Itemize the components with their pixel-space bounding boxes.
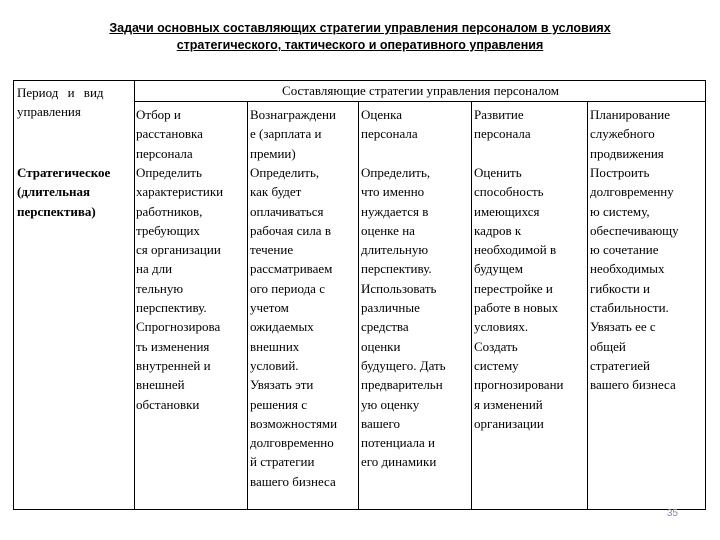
- cell-line: ся организации: [136, 242, 221, 258]
- column-header-development: [474, 105, 531, 144]
- column-header-line: Вознаграждени: [250, 107, 336, 122]
- cell-line: нуждается в: [361, 203, 429, 219]
- cell-line: его динамики: [361, 454, 437, 470]
- cell-line: рабочая сила в: [250, 222, 331, 238]
- cell-line: внешней: [136, 377, 185, 393]
- cell-line: необходимой в: [474, 242, 557, 258]
- cell-line: учетом: [250, 300, 289, 316]
- cell-development: [474, 163, 564, 433]
- cell-line: длительную: [361, 242, 429, 258]
- cell-line: прогнозировани: [474, 377, 564, 393]
- cell-line: потенциала и: [361, 435, 435, 451]
- table-divider: [587, 101, 588, 509]
- cell-line: вашего бизнеса: [250, 473, 336, 489]
- row-label-line: (длительная: [17, 184, 91, 200]
- cell-line: Определить,: [361, 165, 431, 180]
- cell-line: внутренней и: [136, 357, 211, 373]
- column-header-planning: [590, 105, 670, 163]
- cell-line: й стратегии: [250, 454, 315, 470]
- cell-line: условиях.: [474, 319, 529, 335]
- cell-line: необходимых: [590, 261, 665, 277]
- cell-planning: [590, 163, 679, 395]
- cell-line: Определить,: [250, 165, 320, 180]
- cell-line: вашего: [361, 415, 401, 431]
- cell-line: различные: [361, 300, 420, 316]
- cell-line: кадров к: [474, 222, 522, 238]
- cell-line: как будет: [250, 184, 302, 200]
- cell-line: внешних: [250, 338, 300, 354]
- corner-header: [17, 83, 131, 122]
- row-label-line: перспектива): [17, 203, 96, 219]
- table-divider: [358, 101, 359, 509]
- cell-line: ого периода с: [250, 280, 325, 296]
- row-label-strategic: [17, 163, 110, 221]
- cell-reward: [250, 163, 337, 491]
- corner-header-line: Период и вид: [17, 85, 104, 100]
- cell-line: ю систему,: [590, 203, 650, 219]
- column-header-line: расстановка: [136, 126, 203, 142]
- cell-line: решения с: [250, 396, 307, 412]
- cell-line: я изменений: [474, 396, 543, 412]
- cell-line: ю сочетание: [590, 242, 659, 258]
- row-label-line: Стратегическое: [17, 165, 111, 180]
- cell-line: возможностями: [250, 415, 338, 431]
- cell-line: средства: [361, 319, 409, 335]
- cell-line: общей: [590, 338, 626, 354]
- cell-line: Определить: [136, 165, 202, 180]
- cell-line: рассматриваем: [250, 261, 333, 277]
- cell-line: ть изменения: [136, 338, 210, 354]
- cell-line: перспективу.: [136, 300, 207, 316]
- strategy-table: [13, 80, 706, 510]
- page-title: [60, 20, 660, 54]
- corner-header-line: управления: [17, 104, 81, 120]
- title-line-2: стратегического, тактического и оперативного управления: [176, 38, 544, 52]
- column-header-line: Развитие: [474, 107, 524, 122]
- table-divider: [134, 81, 135, 509]
- cell-line: будущего. Дать: [361, 357, 446, 373]
- cell-line: оценки: [361, 338, 401, 354]
- cell-line: Построить: [590, 165, 650, 180]
- page-number: 35: [666, 508, 678, 519]
- column-header-line: персонала: [136, 145, 193, 161]
- cell-line: Увязать эти: [250, 377, 314, 393]
- cell-line: работников,: [136, 203, 203, 219]
- column-header-line: Оценка: [361, 107, 402, 122]
- cell-line: перестройке и: [474, 280, 553, 296]
- column-header-reward: [250, 105, 336, 163]
- cell-line: систему: [474, 357, 519, 373]
- column-header-line: премии): [250, 145, 296, 161]
- cell-line: способность: [474, 184, 544, 200]
- cell-line: ую оценку: [361, 396, 420, 412]
- group-header: [134, 81, 707, 100]
- title-line-1: Задачи основных составляющих стратегии управления персоналом в условиях: [109, 21, 611, 35]
- cell-line: вашего бизнеса: [590, 377, 676, 393]
- column-header-line: Отбор и: [136, 107, 181, 122]
- cell-line: условий.: [250, 357, 299, 373]
- column-header-line: персонала: [474, 126, 531, 142]
- cell-line: перспективу.: [361, 261, 432, 277]
- cell-line: стабильности.: [590, 300, 669, 316]
- cell-line: Использовать: [361, 280, 437, 296]
- cell-line: тельную: [136, 280, 184, 296]
- table-divider: [247, 101, 248, 509]
- cell-line: Увязать ее с: [590, 319, 656, 335]
- cell-selection: [136, 163, 223, 414]
- column-header-line: служебного: [590, 126, 655, 142]
- cell-line: на дли: [136, 261, 173, 277]
- cell-line: работе в новых: [474, 300, 559, 316]
- cell-line: ожидаемых: [250, 319, 314, 335]
- cell-line: характеристики: [136, 184, 224, 200]
- table-divider: [134, 101, 705, 102]
- column-header-evaluation: [361, 105, 418, 144]
- cell-line: будущем: [474, 261, 523, 277]
- cell-line: имеющихся: [474, 203, 540, 219]
- cell-line: обстановки: [136, 396, 200, 412]
- cell-line: Создать: [474, 338, 518, 354]
- cell-line: оплачиваться: [250, 203, 324, 219]
- cell-line: Оценить: [474, 165, 522, 180]
- cell-evaluation: [361, 163, 446, 472]
- cell-line: течение: [250, 242, 294, 258]
- cell-line: гибкости и: [590, 280, 650, 296]
- cell-line: предварительн: [361, 377, 443, 393]
- column-header-line: е (зарплата и: [250, 126, 322, 142]
- cell-line: стратегией: [590, 357, 651, 373]
- cell-line: Спрогнозирова: [136, 319, 221, 335]
- cell-line: долговременно: [250, 435, 334, 451]
- cell-line: организации: [474, 415, 544, 431]
- column-header-line: продвижения: [590, 145, 664, 161]
- cell-line: оценке на: [361, 222, 415, 238]
- cell-line: обеспечивающу: [590, 222, 679, 238]
- group-header-text: Составляющие стратегии управления персоналом: [282, 83, 559, 98]
- column-header-selection: [136, 105, 203, 163]
- table-divider: [471, 101, 472, 509]
- cell-line: требующих: [136, 222, 200, 238]
- cell-line: долговременну: [590, 184, 674, 200]
- column-header-line: Планирование: [590, 107, 670, 122]
- column-header-line: персонала: [361, 126, 418, 142]
- cell-line: что именно: [361, 184, 425, 200]
